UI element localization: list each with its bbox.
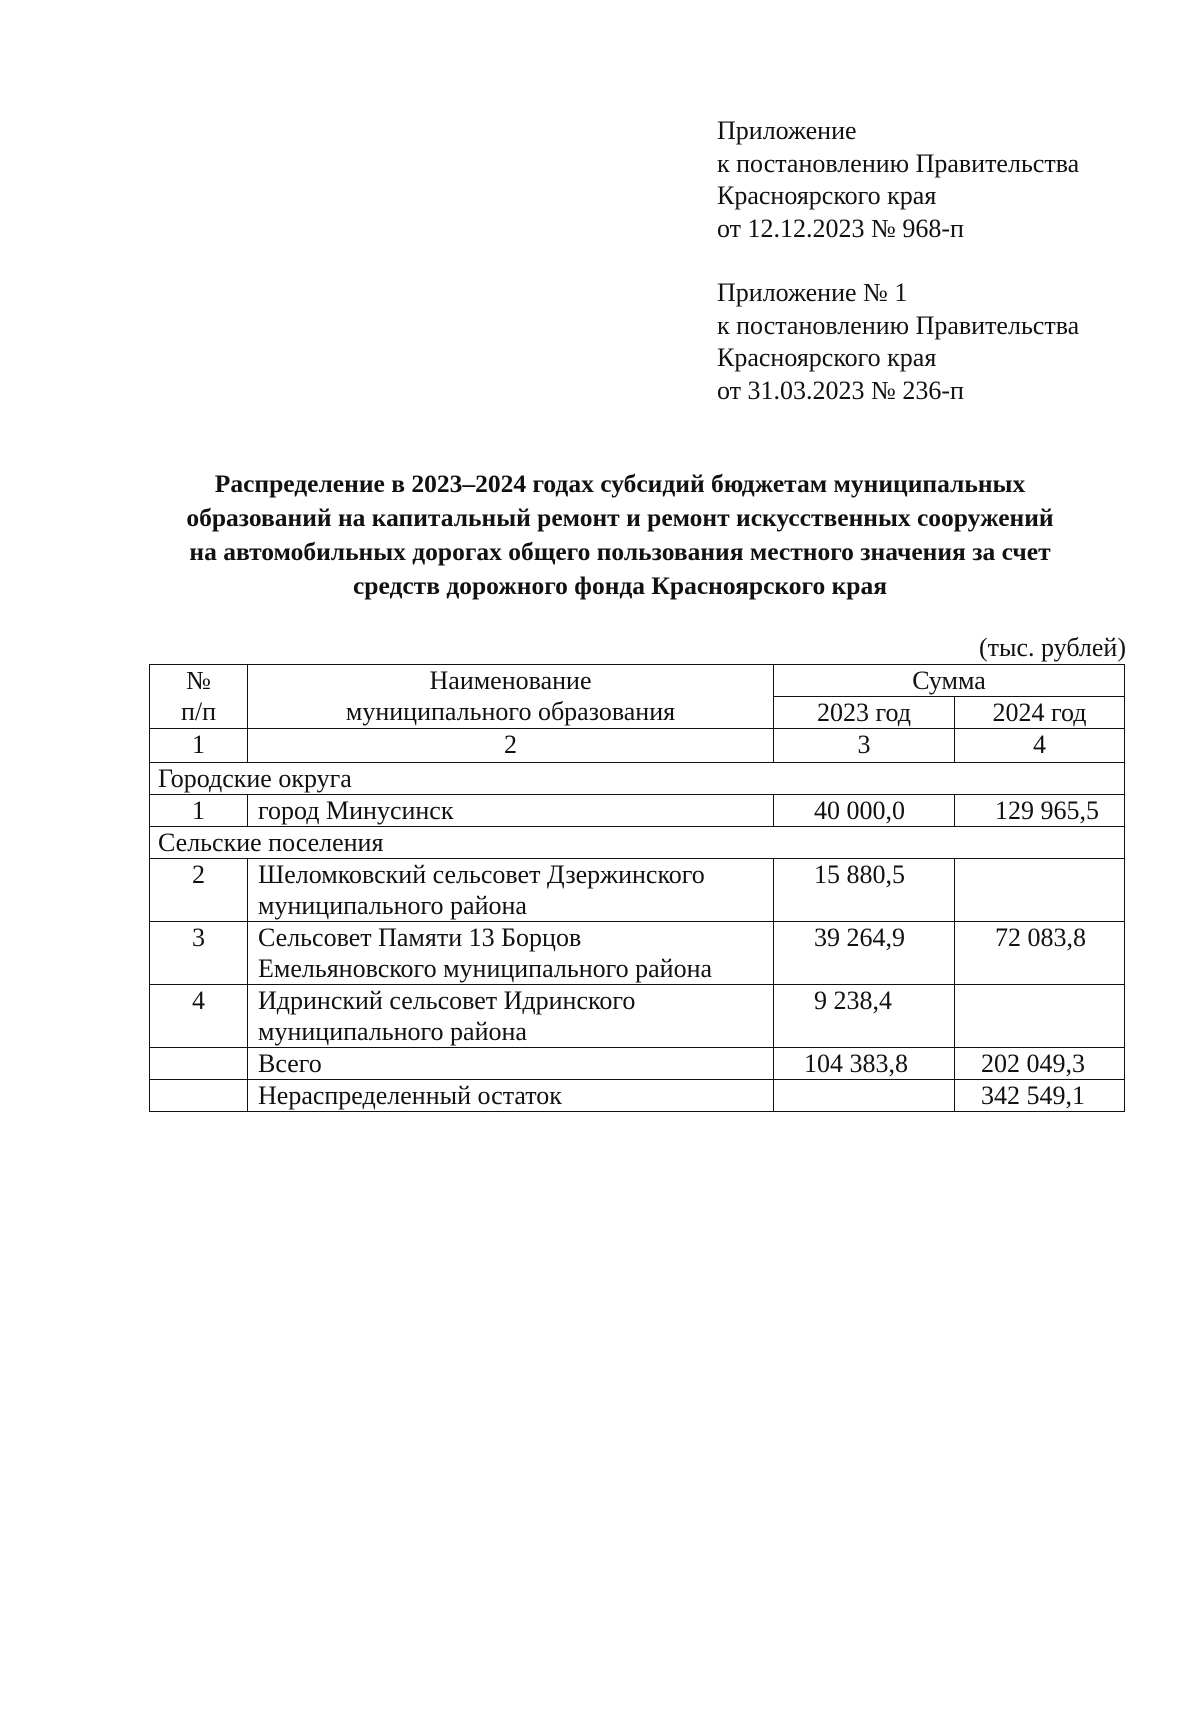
row-name-line: Идринский сельсовет Идринского	[258, 986, 636, 1015]
empty-cell	[150, 1048, 248, 1080]
header-row-1	[150, 665, 1125, 697]
title-line: Распределение в 2023–2024 годах субсидий бюджетам муниципальных	[214, 469, 1026, 498]
table-row	[150, 922, 1125, 985]
row-value-2023: 40 000,0	[774, 795, 955, 827]
annex-line: от 12.12.2023 № 968-п	[717, 213, 964, 243]
row-value-2023: 9 238,4	[774, 985, 955, 1048]
annex-line: Приложение	[717, 116, 857, 145]
row-value-2024	[955, 985, 1125, 1048]
row-num: 2	[150, 859, 248, 922]
header-num-line: п/п	[180, 697, 217, 726]
row-value-2024	[955, 859, 1125, 922]
remainder-row	[150, 1080, 1125, 1112]
section-label: Городские округа	[150, 763, 1125, 795]
annex-line: Красноярского края	[717, 343, 937, 372]
header-name-line: Наименование	[429, 666, 592, 695]
header-name-line: муниципального образования	[345, 697, 676, 726]
total-value-2024: 202 049,3	[955, 1048, 1125, 1080]
row-value-2023: 39 264,9	[774, 922, 955, 985]
subsidy-table	[149, 664, 1125, 1112]
annex-line: от 31.03.2023 № 236-п	[717, 375, 964, 405]
remainder-value-2023	[774, 1080, 955, 1112]
table-row	[150, 859, 1125, 922]
row-value-2023: 15 880,5	[774, 859, 955, 922]
header-num-line: №	[186, 666, 211, 695]
section-row-rural	[150, 827, 1125, 859]
row-name	[248, 922, 774, 985]
header-sum-cell: Сумма	[774, 665, 1125, 697]
table-row	[150, 985, 1125, 1048]
row-name-line: Емельяновского муниципального района	[258, 954, 713, 983]
annex-line: Приложение № 1	[717, 278, 908, 307]
row-name-line: муниципального района	[258, 891, 527, 920]
section-row-urban	[150, 763, 1125, 795]
title-line: на автомобильных дорогах общего пользования местного значения за счет	[189, 537, 1051, 566]
total-label: Всего	[248, 1048, 774, 1080]
column-number-row	[150, 729, 1125, 763]
row-name-line: муниципального района	[258, 1017, 527, 1046]
col-number: 1	[150, 729, 248, 763]
row-num: 3	[150, 922, 248, 985]
row-num: 4	[150, 985, 248, 1048]
title-line: средств дорожного фонда Красноярского края	[352, 571, 888, 600]
annex-line: Красноярского края	[717, 181, 937, 210]
row-name-line: город Минусинск	[258, 796, 454, 825]
header-year-2024: 2024 год	[955, 697, 1125, 729]
col-number: 4	[955, 729, 1125, 763]
row-num: 1	[150, 795, 248, 827]
document-title	[140, 467, 1100, 603]
annex-block-1	[717, 115, 1079, 245]
annex-line: к постановлению Правительства	[717, 148, 1080, 178]
row-name-line: Шеломковский сельсовет Дзержинского	[258, 860, 705, 889]
section-label: Сельские поселения	[150, 827, 1125, 859]
row-name	[248, 859, 774, 922]
total-value-2023: 104 383,8	[774, 1048, 955, 1080]
total-row	[150, 1048, 1125, 1080]
row-value-2024: 129 965,5	[955, 795, 1125, 827]
row-value-2024: 72 083,8	[955, 922, 1125, 985]
row-name-line: Сельсовет Памяти 13 Борцов	[258, 923, 582, 952]
empty-cell	[150, 1080, 248, 1112]
col-number: 3	[774, 729, 955, 763]
header-num-cell	[150, 665, 248, 729]
row-name	[248, 985, 774, 1048]
units-label: (тыс. рублей)	[978, 633, 1126, 662]
col-number: 2	[248, 729, 774, 763]
title-line: образований на капитальный ремонт и ремонт искусственных сооружений	[186, 503, 1054, 532]
header-year-2023: 2023 год	[774, 697, 955, 729]
annex-line: к постановлению Правительства	[717, 310, 1080, 340]
row-name	[248, 795, 774, 827]
table-row	[150, 795, 1125, 827]
header-name-cell	[248, 665, 774, 729]
remainder-label: Нераспределенный остаток	[248, 1080, 774, 1112]
annex-block-2	[717, 277, 1079, 407]
remainder-value-2024: 342 549,1	[955, 1080, 1125, 1112]
